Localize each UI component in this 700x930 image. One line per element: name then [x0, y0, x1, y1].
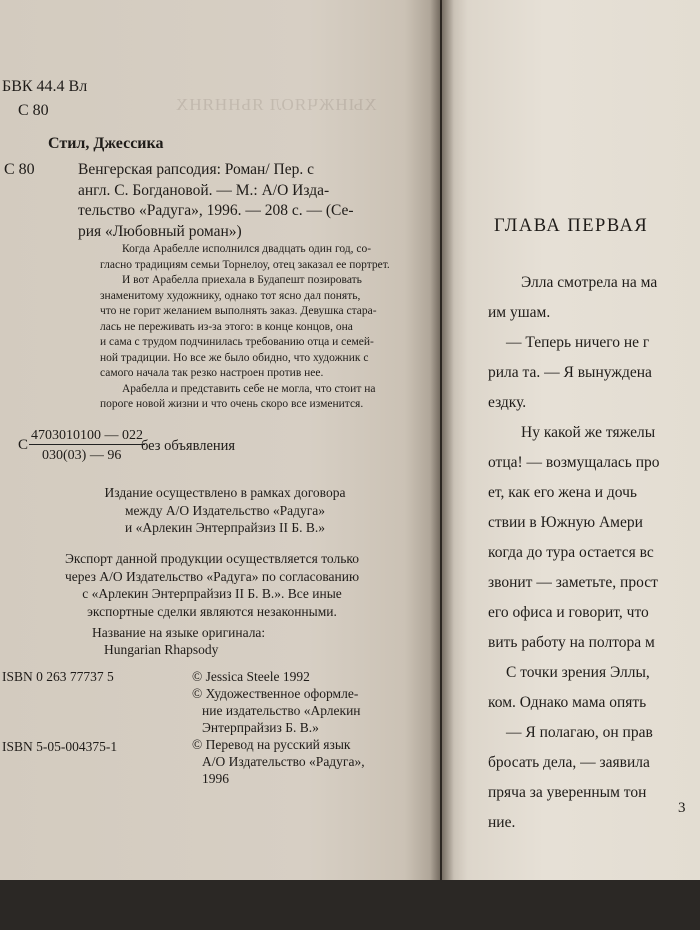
bleed-through-text: ХЫНЖЧЯОЛ ЯЬННЯНХ: [175, 95, 377, 114]
text-line: С точки зрения Эллы,: [506, 664, 650, 681]
text-line: Элла смотрела на ма: [521, 274, 658, 291]
annotation-line: что не горит желанием выполнять заказ. Девушка стара-: [100, 305, 377, 317]
annotation-line: пороге новой жизни и что очень скоро все изменится.: [100, 398, 364, 410]
text-line: бросать дела, — заявила: [488, 754, 650, 771]
right-page: [442, 0, 700, 880]
price-code-numerator: 4703010100 — 022: [31, 428, 143, 443]
copyright-line: © Jessica Steele 1992: [192, 669, 310, 684]
price-code-prefix: С: [18, 437, 29, 453]
text-line: Ну какой же тяжелы: [521, 424, 656, 441]
original-title: Hungarian Rhapsody: [104, 642, 219, 657]
chapter-title: ГЛАВА ПЕРВАЯ: [494, 216, 649, 236]
text-line: ездку.: [488, 394, 527, 411]
annotation-line: Когда Арабелле исполнился двадцать один год, со-: [122, 243, 372, 255]
page-number: 3: [678, 800, 686, 816]
text-line: вить работу на полтора м: [488, 634, 655, 651]
text-line: ком. Однако мама опять: [488, 694, 647, 711]
body-text: [488, 268, 660, 838]
text-line: звонит — заметьте, прост: [488, 574, 658, 591]
text-line: им ушам.: [488, 304, 551, 321]
annotation-line: Арабелла и представить себе не могла, что стоит на: [122, 382, 376, 395]
license-line: между А/О Издательство «Радуга»: [124, 502, 326, 518]
copyright-line: © Перевод на русский язык: [192, 737, 351, 752]
text-line: пряча за уверенным тон: [488, 784, 647, 801]
text-line: — Теперь ничего не г: [506, 334, 650, 351]
export-block: [12, 550, 412, 620]
copyright-block: [192, 668, 365, 787]
background-surface: [0, 880, 700, 930]
isbn-russian: ISBN 5-05-004375-1: [2, 739, 118, 754]
text-line: отца! — возмущалась про: [488, 454, 660, 471]
annotation-line: гласно традициям семьи Торнелоу, отец заказал ее портрет.: [100, 258, 390, 271]
text-line: рила та. — Я вынуждена: [488, 364, 652, 381]
text-line: ствии в Южную Амери: [488, 514, 643, 531]
author-mark: С 80: [18, 102, 49, 119]
annotation-line: лась не переживать из-за этого: в конце концов, она: [100, 320, 353, 333]
license-line: Издание осуществлено в рамках договора: [104, 485, 346, 500]
copyright-line: 1996: [202, 771, 229, 786]
book-gutter: [430, 0, 454, 915]
export-line: через А/О Издательство «Радуга» по согласованию: [64, 568, 360, 584]
text-line: ет, как его жена и дочь: [488, 484, 637, 501]
text-line: когда до тура остается вс: [488, 544, 654, 561]
original-title-label: Название на языке оригинала:: [92, 625, 266, 640]
price-code-note: без объявления: [141, 438, 236, 454]
annotation-line: знаменитому художнику, однако тот ясно дал понять,: [100, 289, 361, 302]
copyright-line: А/О Издательство «Радуга»,: [202, 754, 365, 769]
text-line: — Я полагаю, он прав: [506, 724, 653, 741]
copyright-line: ние издательство «Арлекин: [202, 703, 361, 718]
copyright-line: Энтерпрайзиз Б. В.»: [202, 720, 319, 735]
export-line: Экспорт данной продукции осуществляется только: [64, 551, 360, 566]
annotation-line: ной традиции. Но все же было обидно, что художник с: [100, 351, 369, 364]
copyright-line: © Художественное оформле-: [192, 686, 359, 701]
license-block: [30, 484, 420, 537]
text-line: его офиса и говорит, что: [488, 604, 649, 621]
annotation-line: и сама с трудом подчинилась требованию отца и семей-: [100, 336, 374, 348]
index-code: С 80: [4, 161, 35, 178]
bib-line: Венгерская рапсодия: Роман/ Пер. с: [78, 161, 314, 178]
bib-line: тельство «Радуга», 1996. — 208 с. — (Се-: [78, 202, 354, 219]
price-code-denominator: 030(03) — 96: [42, 448, 122, 463]
license-line: и «Арлекин Энтерпрайзиз II Б. В.»: [124, 520, 325, 535]
author-name: Стил, Джессика: [48, 135, 164, 152]
isbn-original: ISBN 0 263 77737 5: [2, 669, 114, 684]
annotation-line: И вот Арабелла приехала в Будапешт позировать: [122, 274, 362, 286]
classification-code: БВК 44.4 Вл: [2, 78, 88, 95]
export-line: экспортные сделки являются незаконными.: [87, 603, 337, 619]
export-line: с «Арлекин Энтерпрайзиз II Б. В.». Все иные: [82, 586, 342, 601]
text-line: ние.: [488, 814, 516, 831]
annotation: [100, 242, 408, 413]
bib-line: англ. С. Богдановой. — М.: А/О Изда-: [78, 181, 330, 199]
annotation-line: самого начала так резко настроен против нее.: [100, 367, 324, 379]
bib-line: рия «Любовный роман»): [78, 222, 242, 240]
bibliographic-entry: [78, 160, 408, 242]
